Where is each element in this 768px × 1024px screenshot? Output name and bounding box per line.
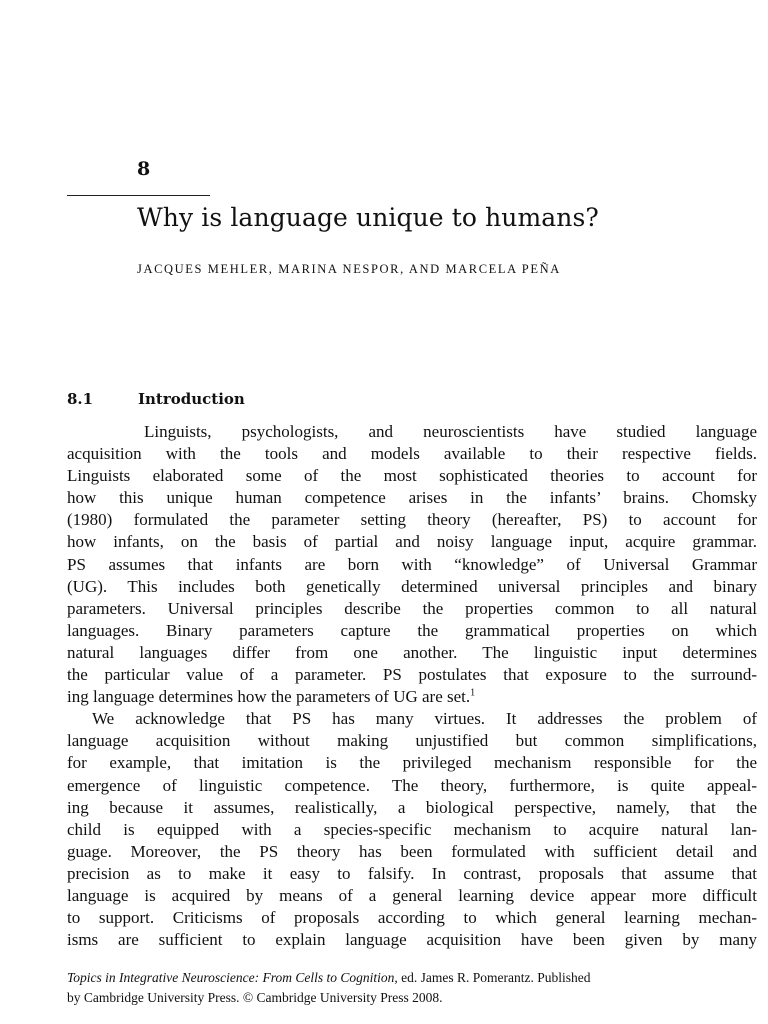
section-heading [67, 390, 245, 408]
body-line: (UG). This includes both genetically determined universal principles and binary [67, 576, 757, 596]
body-line: parameters. Universal principles describe the properties common to all natural [67, 598, 757, 618]
body-line: Linguists, psychologists, and neuroscientists have studied language [144, 422, 757, 441]
body-line: how infants, on the basis of partial and noisy language input, acquire grammar. [67, 532, 757, 552]
body-line: precision as to make it easy to falsify. In contrast, proposals that assume that [67, 863, 757, 883]
body-line: language acquisition without making unjustified but common simplifications, [67, 731, 757, 751]
body-line: child is equipped with a species-specific mechanism to acquire natural lan- [67, 819, 757, 839]
body-line: the particular value of a parameter. PS postulates that exposure to the surround- [67, 665, 757, 685]
body-line: ing because it assumes, realistically, a biological perspective, namely, that the [67, 797, 757, 817]
book-title: Topics in Integrative Neuroscience: From Cells to Cognition [67, 970, 395, 985]
body-line: emergence of linguistic competence. The theory, furthermore, is quite appeal- [67, 775, 757, 795]
chapter-rule [67, 195, 210, 196]
page-footer [67, 968, 757, 1008]
chapter-title: Why is language unique to humans? [137, 203, 599, 232]
chapter-number: 8 [137, 158, 151, 180]
body-line: how this unique human competence arises in the infants’ brains. Chomsky [67, 488, 757, 508]
body-line: to support. Criticisms of proposals according to which general learning mechan- [67, 908, 757, 928]
body-line: for example, that imitation is the privileged mechanism responsible for the [67, 753, 757, 773]
body-line: acquisition with the tools and models available to their respective fields. [67, 444, 757, 464]
footer-copyright: by Cambridge University Press. © Cambridge University Press 2008. [67, 990, 443, 1005]
chapter-authors: JACQUES MEHLER, MARINA NESPOR, AND MARCELA PEÑA [137, 262, 561, 276]
section-title: Introduction [138, 390, 245, 408]
body-line: We acknowledge that PS has many virtues. It addresses the problem of [92, 709, 757, 729]
body-line: isms are sufficient to explain language acquisition have been given by many [67, 930, 757, 950]
section-number: 8.1 [67, 390, 94, 408]
footer-publisher: , ed. James R. Pomerantz. Published [394, 970, 591, 985]
body-text [67, 421, 757, 951]
body-line: guage. Moreover, the PS theory has been formulated with sufficient detail and [67, 841, 757, 861]
footer-line [67, 968, 757, 988]
body-line: Linguists elaborated some of the most sophisticated theories to account for [67, 466, 757, 486]
footnote-marker[interactable]: 1 [470, 687, 476, 699]
body-line: natural languages differ from one another. The linguistic input determines [67, 642, 757, 662]
body-line-text: ing language determines how the parameters of UG are set. [67, 687, 471, 707]
body-line: languages. Binary parameters capture the grammatical properties on which [67, 620, 757, 640]
body-line: PS assumes that infants are born with “knowledge” of Universal Grammar [67, 554, 757, 574]
body-line: language is acquired by means of a general learning device appear more difficult [67, 885, 757, 905]
body-line: (1980) formulated the parameter setting theory (hereafter, PS) to account for [67, 510, 757, 530]
body-line [67, 686, 757, 708]
